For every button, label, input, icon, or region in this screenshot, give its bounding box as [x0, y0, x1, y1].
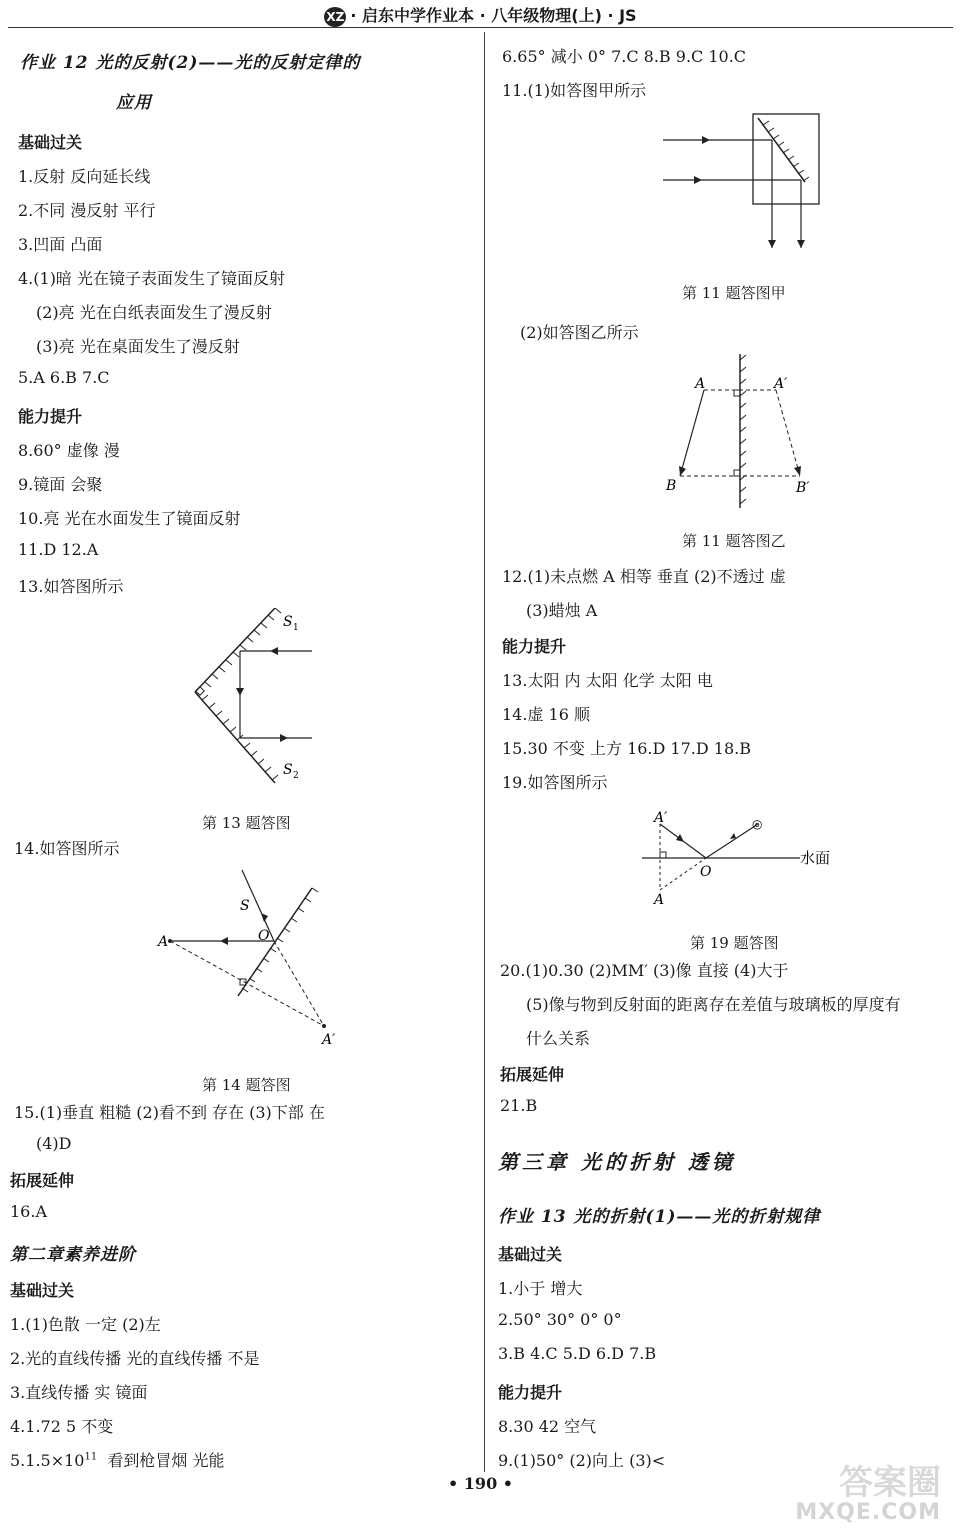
assignment-12-title: 作业 12 光的反射(2)——光的反射定律的	[20, 53, 361, 73]
brand-badge: XZ	[324, 7, 346, 27]
label-water-surface: 水面	[800, 849, 831, 867]
column-divider	[484, 32, 485, 1472]
image-a2b2	[776, 390, 800, 476]
dashed-a-a2	[170, 941, 324, 1026]
answer-15-4: (4)D	[36, 1134, 72, 1153]
watermark-logo: 答案圈	[839, 1463, 941, 1503]
chapter2-answer-3: 3.直线传播 实 镜面	[10, 1383, 148, 1402]
chapter2-answer-5	[10, 1448, 224, 1471]
figure-13	[180, 608, 330, 788]
label-b-prime: B′	[796, 480, 810, 496]
answer-16: 16.A	[10, 1202, 47, 1221]
answer-5-rest: 看到枪冒烟 光能	[107, 1451, 225, 1470]
answer-3: 3.凹面 凸面	[18, 235, 103, 254]
caption-figure-11-yi: 第 11 题答图乙	[682, 532, 786, 550]
label-o: O	[700, 864, 712, 880]
section-basic-2: 基础过关	[10, 1281, 75, 1300]
assignment-12-title-cont: 应用	[116, 93, 152, 113]
r-answer-8: 8.30 42 空气	[498, 1417, 597, 1436]
ray-o-eye	[706, 824, 758, 858]
r-answer-1: 1.小于 增大	[498, 1279, 583, 1298]
label-s2-sub: 2	[293, 771, 299, 781]
answer-11-2: (2)如答图乙所示	[520, 323, 639, 342]
dashed-o-a2	[274, 941, 324, 1026]
object-ab	[680, 390, 704, 476]
label-s1-sub: 1	[293, 623, 299, 633]
section-ability-3: 能力提升	[498, 1383, 563, 1402]
answer-12-3: (3)蜡烛 A	[526, 601, 598, 620]
header-title: · 启东中学作业本 · 八年级物理(上) · JS	[350, 6, 637, 25]
label-s1: S	[283, 614, 293, 630]
chapter2-answer-2: 2.光的直线传播 光的直线传播 不是	[10, 1349, 260, 1368]
figure-14	[150, 866, 350, 1046]
label-o: O	[258, 928, 270, 944]
answer-20: 20.(1)0.30 (2)MM′ (3)像 直接 (4)大于	[500, 961, 789, 980]
chapter2-answer-4: 4.1.72 5 不变	[10, 1417, 114, 1436]
answer-13: 13.如答图所示	[18, 577, 124, 596]
answer-4-1: 4.(1)暗 光在镜子表面发生了镜面反射	[18, 269, 286, 288]
arrow-reflected	[280, 734, 288, 742]
chapter-3-title: 第三章 光的折射 透镜	[498, 1150, 736, 1174]
label-b: B	[666, 478, 677, 494]
chapter2-answer-1: 1.(1)色散 一定 (2)左	[10, 1315, 161, 1334]
mirror-line	[758, 118, 805, 182]
header-rule	[8, 27, 953, 28]
answer-6-10: 6.65° 减小 0° 7.C 8.B 9.C 10.C	[502, 47, 747, 66]
assignment-13-title: 作业 13 光的折射(1)——光的折射规律	[498, 1207, 821, 1227]
section-extension-2: 拓展延伸	[500, 1065, 565, 1084]
label-a-prime: A′	[774, 376, 788, 392]
answer-11-1: 11.(1)如答图甲所示	[502, 81, 647, 100]
answer-11-12: 11.D 12.A	[18, 540, 99, 559]
arrow-middle	[236, 688, 244, 696]
figure-11-yi	[660, 352, 820, 512]
answer-15-18: 15.30 不变 上方 16.D 17.D 18.B	[502, 739, 751, 758]
answer-4-3: (3)亮 光在桌面发生了漫反射	[36, 337, 240, 356]
page-number: • 190 •	[448, 1474, 513, 1493]
section-extension: 拓展延伸	[10, 1171, 75, 1190]
answer-2: 2.不同 漫反射 平行	[18, 201, 156, 220]
caption-figure-13: 第 13 题答图	[202, 814, 291, 832]
caption-figure-19: 第 19 题答图	[690, 934, 779, 952]
answer-5-exponent: 11	[84, 1451, 98, 1463]
label-a: A	[158, 934, 169, 950]
answer-13-r: 13.太阳 内 太阳 化学 太阳 电	[502, 671, 713, 690]
page-header	[0, 0, 961, 30]
answer-15: 15.(1)垂直 粗糙 (2)看不到 存在 (3)下部 在	[14, 1103, 325, 1122]
answer-14: 14.如答图所示	[14, 839, 120, 858]
label-a: A	[695, 376, 706, 392]
eye-icon: ◎	[752, 817, 763, 831]
label-a-prime: A′	[654, 810, 668, 826]
answer-9: 9.镜面 会聚	[18, 475, 103, 494]
answer-10: 10.亮 光在水面发生了镜面反射	[18, 509, 241, 528]
answer-12: 12.(1)未点燃 A 相等 垂直 (2)不透过 虚	[502, 567, 786, 586]
answer-21: 21.B	[500, 1096, 538, 1115]
section-ability-2: 能力提升	[502, 637, 567, 656]
answer-14-r: 14.虚 16 顺	[502, 705, 590, 724]
label-s2: S	[283, 762, 293, 778]
answer-8: 8.60° 虚像 漫	[18, 441, 120, 460]
figure-19	[640, 806, 840, 906]
section-ability: 能力提升	[18, 407, 83, 426]
section-basic: 基础过关	[18, 133, 83, 152]
answer-5-7: 5.A 6.B 7.C	[18, 368, 110, 387]
section-basic-3: 基础过关	[498, 1245, 563, 1264]
label-s: S	[240, 898, 250, 914]
answer-1: 1.反射 反向延长线	[18, 167, 151, 186]
answer-5-value: 5.1.5×10	[10, 1451, 85, 1470]
label-a: A	[654, 892, 665, 906]
watermark-url: MXQE.COM	[795, 1500, 941, 1525]
r-answer-2: 2.50° 30° 0° 0°	[498, 1310, 622, 1329]
caption-figure-14: 第 14 题答图	[202, 1076, 291, 1094]
answer-20-5: (5)像与物到反射面的距离存在差值与玻璃板的厚度有	[526, 995, 901, 1014]
figure-11-jia	[655, 108, 835, 268]
label-a-prime: A′	[322, 1032, 336, 1046]
header-text-row	[0, 3, 961, 27]
box-outline	[753, 114, 819, 204]
r-answer-9: 9.(1)50° (2)向上 (3)<	[498, 1451, 666, 1470]
answer-20-5-cont: 什么关系	[526, 1029, 591, 1048]
mirror-s1-line	[195, 608, 275, 692]
caption-figure-11-jia: 第 11 题答图甲	[682, 284, 786, 302]
chapter-2-title: 第二章素养进阶	[10, 1245, 136, 1265]
answer-4-2: (2)亮 光在白纸表面发生了漫反射	[36, 303, 272, 322]
r-answer-3-7: 3.B 4.C 5.D 6.D 7.B	[498, 1344, 657, 1363]
arrow-incident	[270, 647, 278, 655]
answer-19: 19.如答图所示	[502, 773, 608, 792]
